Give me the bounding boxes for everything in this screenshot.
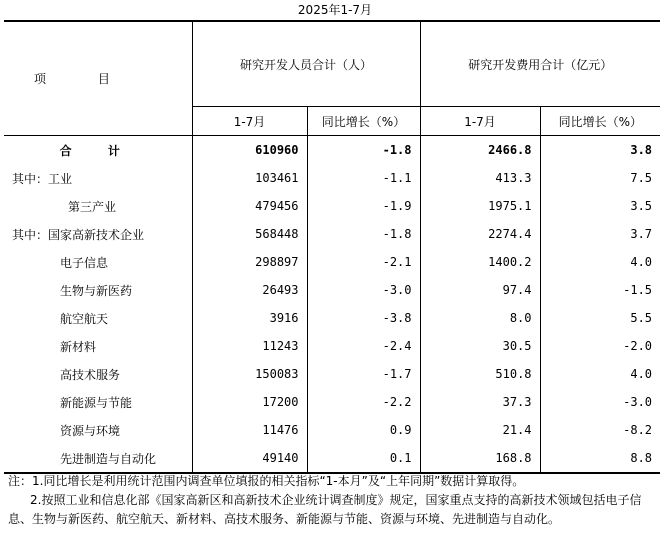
personnel-value: 49140	[192, 444, 307, 473]
expense-growth: 8.8	[540, 444, 660, 473]
personnel-value: 479456	[192, 192, 307, 220]
header-row	[4, 21, 660, 107]
personnel-value: 11243	[192, 332, 307, 360]
personnel-value: 17200	[192, 388, 307, 416]
personnel-growth: -1.1	[307, 164, 420, 192]
expense-value: 2466.8	[420, 136, 540, 165]
expense-value: 8.0	[420, 304, 540, 332]
personnel-growth: -2.2	[307, 388, 420, 416]
table-row	[4, 332, 660, 360]
expense-growth: 4.0	[540, 248, 660, 276]
table-row	[4, 304, 660, 332]
table-row	[4, 248, 660, 276]
expense-growth: 5.5	[540, 304, 660, 332]
subheader-expenses-growth: 同比增长（%）	[540, 107, 660, 136]
expense-growth: 7.5	[540, 164, 660, 192]
row-label: 新能源与节能	[60, 395, 133, 410]
personnel-growth: -3.8	[307, 304, 420, 332]
personnel-value: 3916	[192, 304, 307, 332]
personnel-growth: 0.1	[307, 444, 420, 473]
expense-growth: 3.8	[540, 136, 660, 165]
table-row	[4, 388, 660, 416]
row-label: 高技术服务	[60, 367, 121, 382]
personnel-growth: -1.8	[307, 220, 420, 248]
subheader-personnel-growth: 同比增长（%）	[307, 107, 420, 136]
expense-growth: -1.5	[540, 276, 660, 304]
personnel-growth: -1.7	[307, 360, 420, 388]
personnel-growth: -3.0	[307, 276, 420, 304]
expense-growth: 4.0	[540, 360, 660, 388]
expense-value: 510.8	[420, 360, 540, 388]
row-label: 其中：国家高新技术企业	[12, 227, 145, 242]
expense-value: 168.8	[420, 444, 540, 473]
expense-growth: 3.7	[540, 220, 660, 248]
table-row	[4, 192, 660, 220]
personnel-value: 150083	[192, 360, 307, 388]
table-row	[4, 416, 660, 444]
row-label: 第三产业	[68, 199, 117, 214]
expense-value: 1975.1	[420, 192, 540, 220]
expense-value: 21.4	[420, 416, 540, 444]
row-label: 新材料	[60, 339, 97, 354]
personnel-value: 11476	[192, 416, 307, 444]
expense-growth: -2.0	[540, 332, 660, 360]
table-row	[4, 164, 660, 192]
personnel-growth: -1.9	[307, 192, 420, 220]
row-label: 生物与新医药	[60, 283, 133, 298]
row-label: 先进制造与自动化	[4, 444, 192, 473]
header-personnel: 研究开发人员合计（人）	[192, 21, 420, 107]
subheader-personnel-period: 1-7月	[192, 107, 307, 136]
footnote-2: 2.按照工业和信息化部《国家高新区和高新技术企业统计调查制度》规定，国家重点支持的高新技术领域包括电子信息、生物与新医药、航空航天、新材料、高技术服务、新能源与节能、资源与环境、先进制造与自动化。	[8, 493, 642, 526]
personnel-value: 103461	[192, 164, 307, 192]
date-label: 2025年1-7月	[297, 3, 373, 17]
personnel-growth: -2.4	[307, 332, 420, 360]
personnel-value: 610960	[192, 136, 307, 165]
personnel-growth: -2.1	[307, 248, 420, 276]
expense-value: 37.3	[420, 388, 540, 416]
stats-table	[4, 20, 660, 474]
footnote-1: 注：1.同比增长是利用统计范围内调查单位填报的相关指标“1-本月”及“上年同期”数据计算取得。	[8, 474, 525, 488]
table-row	[4, 360, 660, 388]
expense-value: 97.4	[420, 276, 540, 304]
row-label: 资源与环境	[60, 423, 121, 438]
personnel-growth: 0.9	[307, 416, 420, 444]
subheader-expenses-period: 1-7月	[420, 107, 540, 136]
table-row	[4, 276, 660, 304]
expense-growth: 3.5	[540, 192, 660, 220]
personnel-value: 568448	[192, 220, 307, 248]
expense-growth: -8.2	[540, 416, 660, 444]
expense-value: 413.3	[420, 164, 540, 192]
expense-growth: -3.0	[540, 388, 660, 416]
personnel-growth: -1.8	[307, 136, 420, 165]
personnel-value: 298897	[192, 248, 307, 276]
row-label: 电子信息	[60, 255, 109, 270]
expense-value: 30.5	[420, 332, 540, 360]
header-item: 项 目	[4, 21, 192, 136]
footnotes	[8, 472, 660, 529]
row-label: 合 计	[59, 143, 136, 158]
row-label: 航空航天	[60, 311, 109, 326]
table-row-total	[4, 136, 660, 165]
personnel-value: 26493	[192, 276, 307, 304]
table-row	[4, 444, 660, 473]
header-expenses: 研究开发费用合计（亿元）	[420, 21, 660, 107]
table-row	[4, 220, 660, 248]
expense-value: 1400.2	[420, 248, 540, 276]
expense-value: 2274.4	[420, 220, 540, 248]
row-label: 其中：工业	[12, 171, 73, 186]
